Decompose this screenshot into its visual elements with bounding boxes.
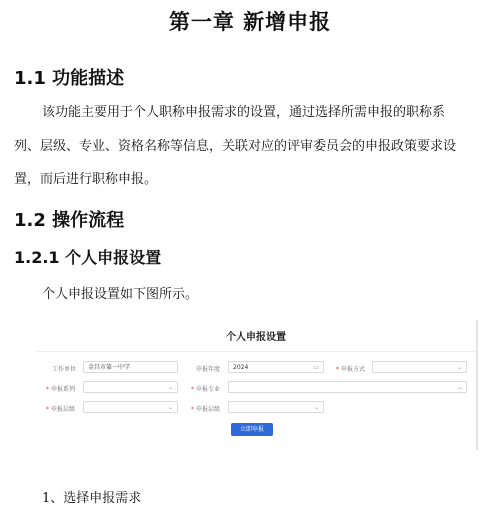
level-label-text: 申报层级 [51, 406, 76, 413]
series-select[interactable] [83, 381, 178, 393]
required-mark: * [46, 406, 49, 413]
function-description-line2: 列、层级、专业、资格名称等信息，关联对应的评审委员会的申报政策要求设 [14, 139, 457, 154]
step-1-label: 1、选择申报需求 [42, 491, 142, 506]
chevron-down-icon: ⌄ [456, 384, 462, 391]
required-mark: * [191, 406, 194, 413]
required-mark: * [46, 386, 49, 393]
subsection-heading-settings: 1.2.1 个人申报设置 [14, 248, 162, 267]
settings-intro: 个人申报设置如下图所示。 [42, 287, 199, 302]
required-mark: * [336, 366, 339, 373]
form-divider [36, 351, 476, 352]
submit-apply-button[interactable]: 立即申报 [231, 423, 273, 436]
chevron-down-icon: ⌄ [313, 404, 319, 411]
work-unit-input[interactable] [83, 361, 178, 373]
method-label [336, 364, 365, 373]
work-unit-value: 金昌市第一中学 [88, 364, 131, 371]
year-value: 2024 [233, 364, 249, 371]
form-screenshot [36, 320, 478, 450]
method-select[interactable] [372, 361, 467, 373]
major-select[interactable] [228, 381, 467, 393]
chevron-down-icon: ⌄ [456, 364, 462, 371]
level-label [46, 404, 75, 413]
major-label [191, 384, 220, 393]
series-label-text: 申报系列 [51, 386, 76, 393]
required-mark: * [191, 386, 194, 393]
chapter-title: 第一章 新增申报 [168, 10, 332, 34]
chevron-down-icon: ⌄ [167, 384, 173, 391]
work-unit-label [52, 364, 76, 373]
year-label-text: 申报年度 [196, 366, 221, 373]
calendar-icon: ▭ [313, 364, 319, 371]
section-heading-flow: 1.2 操作流程 [14, 210, 125, 231]
grade-label [191, 404, 220, 413]
chevron-down-icon: ⌄ [167, 404, 173, 411]
year-label [196, 364, 220, 373]
series-label [46, 384, 75, 393]
major-label-text: 申报专业 [196, 386, 221, 393]
method-label-text: 申报方式 [341, 366, 366, 373]
grade-select[interactable] [228, 401, 324, 413]
grade-label-text: 申报层级 [196, 406, 221, 413]
function-description-line3: 置，而后进行职称申报。 [14, 172, 158, 187]
section-heading-function: 1.1 功能描述 [14, 68, 125, 89]
form-title: 个人申报设置 [226, 332, 286, 343]
function-description-line1: 该功能主要用于个人职称申报需求的设置，通过选择所需申报的职称系 [42, 105, 446, 120]
work-unit-label-text: 工作单位 [52, 366, 77, 373]
level-select[interactable] [83, 401, 178, 413]
year-picker[interactable] [228, 361, 324, 373]
